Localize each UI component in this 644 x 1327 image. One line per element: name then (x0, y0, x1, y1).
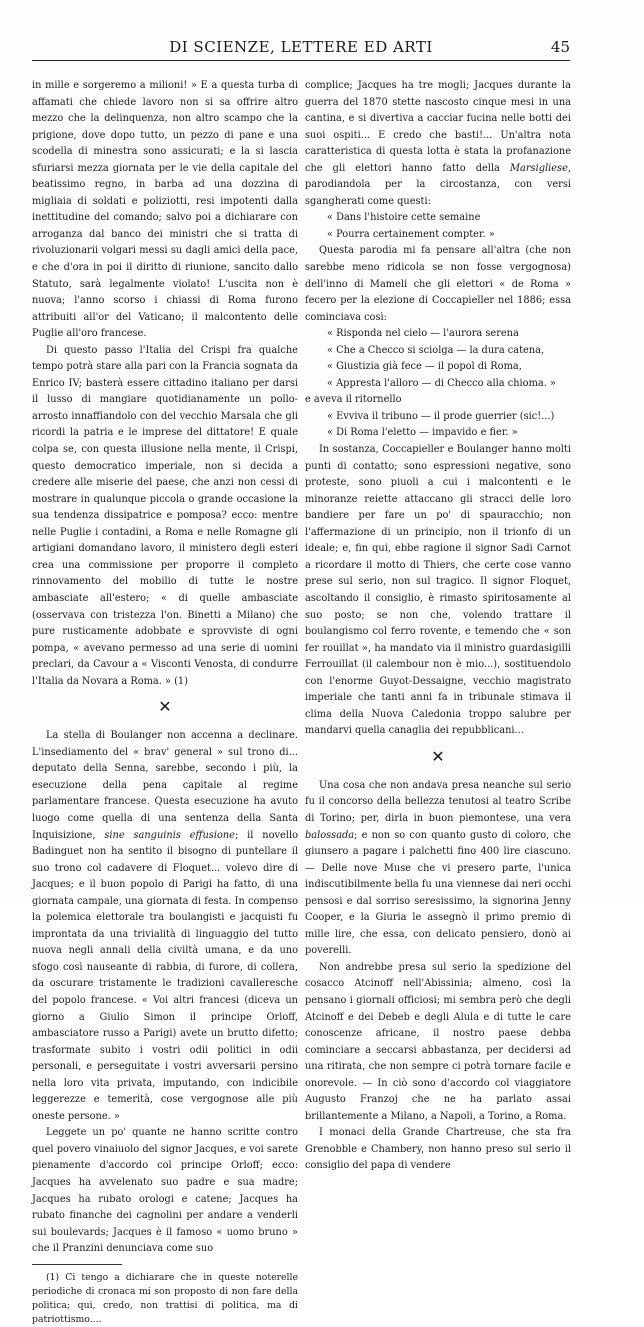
paragraph: I monaci della Grande Chartreuse, che sta fra Grenobble e Chambery, non hanno preso sul serio il consiglio del papa di vendere (305, 1127, 571, 1172)
paragraph: e aveva il ritornello (305, 394, 402, 406)
italic-phrase: Marsigliese (509, 162, 568, 174)
paragraph: in mille e sorgeremo a milioni! » E a questa turba di affamati che chiede lavoro non si sa offrire altro mezzo che la delinquenza, non altro scampo che la prigione, dove dopo tutto, un pezzo di pane e una scodella di minestra sono assicurati; e la si lascia sfuriarsi mezza giornata per le vie della capitale del beatissimo regno, in barba ad una dozzina di migliaia di soldati e poliziotti, resi impotenti dalla inettitudine del comando; salvo poi a dichiarare con arroganza dal banco dei ministri che si tratta di rivoluzionarii volgari messi su dagli amici della pace, e che d'ora in poi il diritto di riunione, sancito dallo Statuto, sarà legalmente violato! L'uscita non è nuova; l'anno scorso i chiassi di Roma furono attribuiti all'or del Vaticano; il malcontento delle Puglie all'oro francese. (32, 80, 298, 340)
text-run: complice; Jacques ha tre mogli; Jacques durante la guerra del 1870 stette nascosto cinque mesi in una cantina, e si divertiva a cacciar fucina nelle botti dei suoi ospiti... E credo che basti!... Un'altra nota caratteristica di questa lotta è stata la profanazione che gli elettori hanno fatto della (305, 80, 571, 174)
paragraph: Non andrebbe presa sul serio la spedizione del cosacco Atcinoff nell'Abissinia; almeno, così la pensano i giornali officiosi; mi sembra però che degli Atcinoff e dei Debeb e degli Alula e di tutte le care conoscenze africane, il nostro paese debba cominciare a seccarsi abbastanza, per decidersi ad una ritirata, che non sempre ci potrà tornare facile e onorevole. — In ciò sono d'accordo col viaggiatore Augusto Franzoj che ne ha parlato assai brillantemente a Milano, a Napoli, a Torino, a Roma. (305, 961, 571, 1122)
verse-line: « Risponda nel cielo — l'aurora serena (327, 328, 519, 340)
footnote-divider (32, 1264, 122, 1265)
running-header (32, 38, 570, 61)
verse-line: « Appresta l'alloro — di Checco alla chioma. » (327, 377, 556, 389)
text-run: ; il novello Badinguet non ha sentito il bisogno di puntellare il suo trono col cadavere di Floquet... volevo dire di Jacques; e il buon popolo di Parigi ha fatto, di una giornata campale, una giornata di festa. In compenso la polemica elettorale tra boulangisti e jacquisti fu improntata da una trivialità di linguaggio del tutto nuova negli annali della civiltà umana, e da uno sfogo così nauseante di rabbia, di furore, di collera, da oscurare tristamente le tradizioni cavalleresche del popolo francese. « Voi altri francesi (diceva un giorno a Giulio Simon il principe Orloff, ambasciatore russo a Parigi) avete un brutto difetto; trasformate subito i vostri odii politici in odii personali, e perseguitate i vostri avversarii persino nella loro vita privata, imputando, con indicibile leggerezze e temerità, cose vergognose alle più oneste persone. » (32, 829, 298, 1122)
journal-title: DI SCIENZE, LETTERE ED ARTI (169, 38, 433, 56)
paragraph (305, 78, 571, 210)
paragraph: Questa parodia mi fa pensare all'altra (che non sarebbe meno ridicola se non fosse vergognosa) dell'inno di Mameli che gli elettori « de Roma » fecero per la elezione di Coccapieller nel 1886; essa cominciava così: (305, 245, 571, 323)
text-run: , parodiandola per la circostanza, con versi sgangherati come questi: (305, 162, 571, 207)
verse-line: « Che a Checco si sciolga — la dura catena, (327, 344, 545, 356)
section-separator: ✕ (158, 697, 172, 717)
paragraph: Di questo passo l'Italia del Crispi fra qualche tempo potrà stare alla pari con la Francia sognata da Enrico IV; basterà essere cittadino italiano per darsi il lusso di mangiare quotidianamente un pollo-arrosto innaffiandolo con del vecchio Marsala che gli ricordi la patria e le imprese del dittatore! E quale colpa se, con questa illusione nella mente, il Crispi, questo democratico imperiale, non si decida a credere alle miserie del paese, che anzi non cessi di mostrare in qualunque piccola o grande occasione la sua tendenza dissipatrice e pomposa? ecco: mentre nelle Puglie i contadini, a Roma e nelle Romagne gli artigiani domandano lavoro, il ministero degli esteri crea una commissione per proporre il completo rinnovamento del mobilio di tutte le nostre ambasciate all'estero; « di quelle ambasciate (osservava con tristezza l'on. Binetti a Milano) che pure rusticamente adobbate e sprovviste di ogni pompa, « avevano permesso ad una serie di uomini preclari, da Cavour a « Visconti Venosta, di condurre l'Italia da Novara a Roma. » (1) (32, 344, 298, 687)
verse-line: « Evviva il tribuno — il prode guerrier (sic!...) (327, 410, 555, 422)
verse-line: « Giustizia già fece — il popol di Roma, (327, 361, 522, 373)
text-run: La stella di Boulanger non accenna a declinare. L'insediamento del « brav' general » sul trono di... deputato della Senna, sarebbe, secondo i più, la esecuzione della pena capitale al regime parlamentare francese. Questa esecuzione ha avuto luogo come quella di una sentenza della Santa Inquisizione, (32, 730, 298, 841)
footnote: (1) Ci tengo a dichiarare che in queste noterelle periodiche di cronaca mi son proposto di non fare della politica; qui, credo, non trattisi di politica, ma di patriottismo.... (32, 1271, 298, 1325)
italic-phrase: sine sanguinis effusione (104, 829, 235, 841)
paragraph: Leggete un po' quante ne hanno scritte contro quel povero vinaiuolo del signor Jacques, e voi sarete pienamente d'accordo col principe Orloff; ecco: Jacques ha avvelenato suo padre e sua madre; Jacques ha rubato orologi e catene; Jacques ha rubato finanche dei cagnolini per andare a venderli sui boulevards; Jacques è il famoso « uomo bruno » che il Pranzini denunciava come suo (32, 1127, 298, 1255)
verse-line: « Pourra certainement compter. » (327, 228, 495, 240)
paragraph (32, 728, 298, 1125)
text-run: Una cosa che non andava presa neanche sul serio fu il concorso della bellezza tenutosi al teatro Scribe di Torino; per, dirla in buon piemontese, una vera (305, 779, 571, 824)
page-number: 45 (550, 38, 570, 56)
right-column (305, 78, 571, 1175)
paragraph: In sostanza, Coccapieller e Boulanger hanno molti punti di contatto; sono espressioni negative, sono proteste, sono piuoli a cui i malcontenti e le minoranze reiette attaccano gli stracci delle loro bandiere per fare un po' di spauracchio; non l'affermazione di un principio, non il trionfo di un ideale; e, fin qui, ebbe ragione il signor Sadi Carnot a ricordare il motto di Thiers, che certe cose vanno prese sul serio, non sul tragico. Il signor Floquet, ascoltando il consiglio, è rimasto spiritosamente al suo posto; se non che, volendo trattare il boulangismo col ferro rovente, e temendo che « son fer rouillat », ha mandato via il ministro guardasigilli Ferrouillat (il calembour non è mio...), sostituendolo con l'enorme Guyot-Dessaigne, vecchio magistrato imperiale che tanti anni fa in tribunale stimava il clima della Nuova Caledonia troppo salubre per mandarvi quella canaglia dei repubblicani... (305, 444, 571, 737)
verse-line: « Di Roma l'eletto — impavido e fier. » (327, 427, 518, 439)
section-separator: ✕ (431, 746, 445, 766)
paragraph (305, 778, 571, 960)
verse-line: « Dans l'histoire cette semaine (327, 212, 481, 224)
italic-phrase: balossada (305, 829, 355, 841)
text-run: ; e non so con quanto gusto di coloro, che giunsero a pagare i palchetti fino 400 lire ciascuno. — Delle nove Muse che vi presero parte, l'unica indiscutibilmente bella fu una viennese dai neri occhi pensosi e dal sorriso seresissimo, la signorina Jenny Cooper, e la Giuria le assegnò il primo premio di mille lire, che essa, con delicato pensiero, donò ai poverelli. (305, 829, 571, 957)
left-column (32, 78, 298, 1327)
